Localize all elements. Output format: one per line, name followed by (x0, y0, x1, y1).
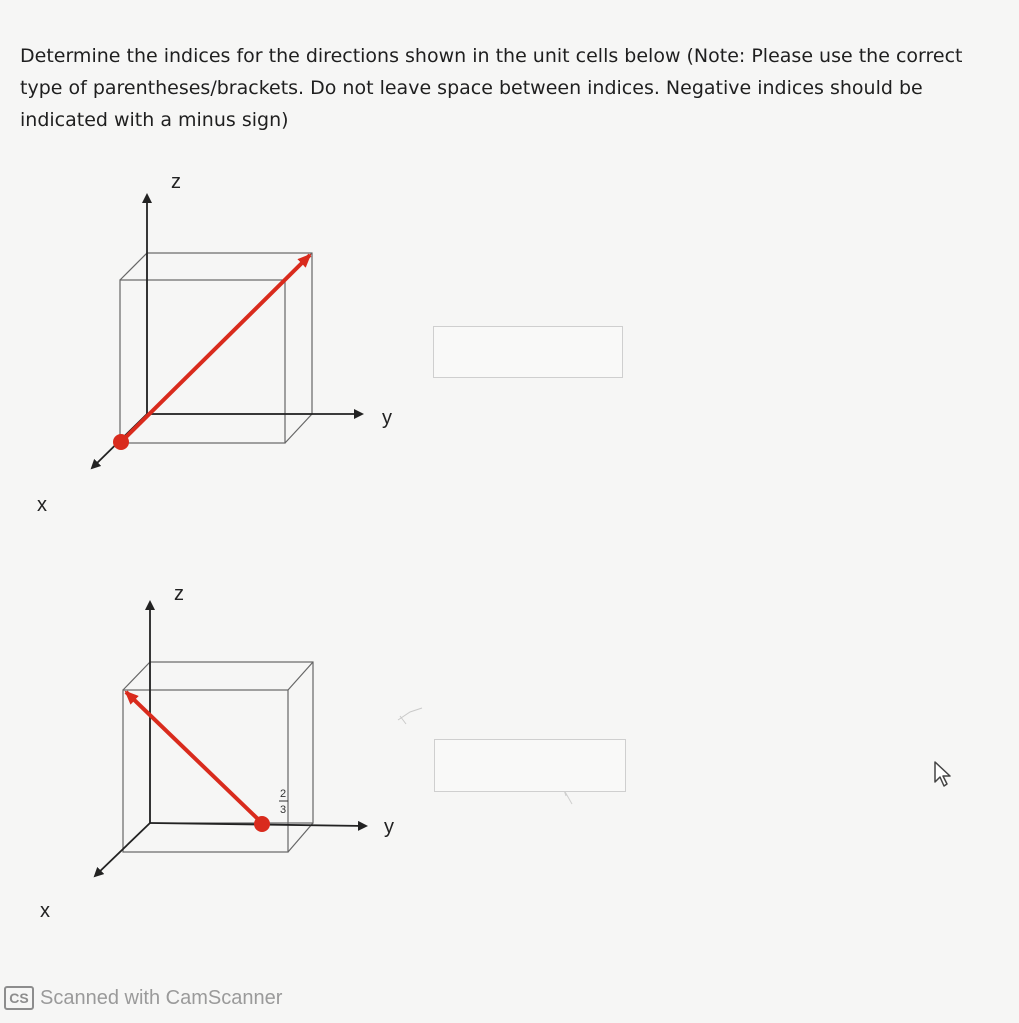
cell2-z-label: z (174, 583, 184, 605)
cell1-x-label: x (37, 494, 47, 516)
cell1-origin-dot (113, 434, 129, 450)
camscanner-text: Scanned with CamScanner (40, 986, 283, 1009)
cell1-z-label: z (171, 171, 181, 193)
unit-cell-1 (92, 195, 362, 468)
unit-cell-2 (95, 602, 366, 876)
camscanner-logo-icon: CS (4, 986, 34, 1010)
camscanner-watermark (4, 986, 282, 1010)
cell2-y-label: y (384, 816, 394, 838)
cell2-start-dot (254, 816, 270, 832)
question-text: Determine the indices for the directions shown in the unit cells below (Note: Please use the correct type of parentheses/brackets. Do not leave space between indices. Negative indices should be indicated with a minus sign) (20, 45, 963, 131)
cell2-direction-arrow (126, 692, 262, 823)
cell1-y-label: y (382, 407, 392, 429)
cell2-fraction-denominator: 3 (280, 804, 287, 816)
answer-input-1[interactable] (433, 326, 623, 378)
answer-input-2[interactable] (434, 739, 626, 792)
cell2-x-label: x (40, 900, 50, 922)
cell2-fraction-numerator: 2 (280, 788, 287, 800)
mouse-cursor-icon (932, 760, 954, 792)
